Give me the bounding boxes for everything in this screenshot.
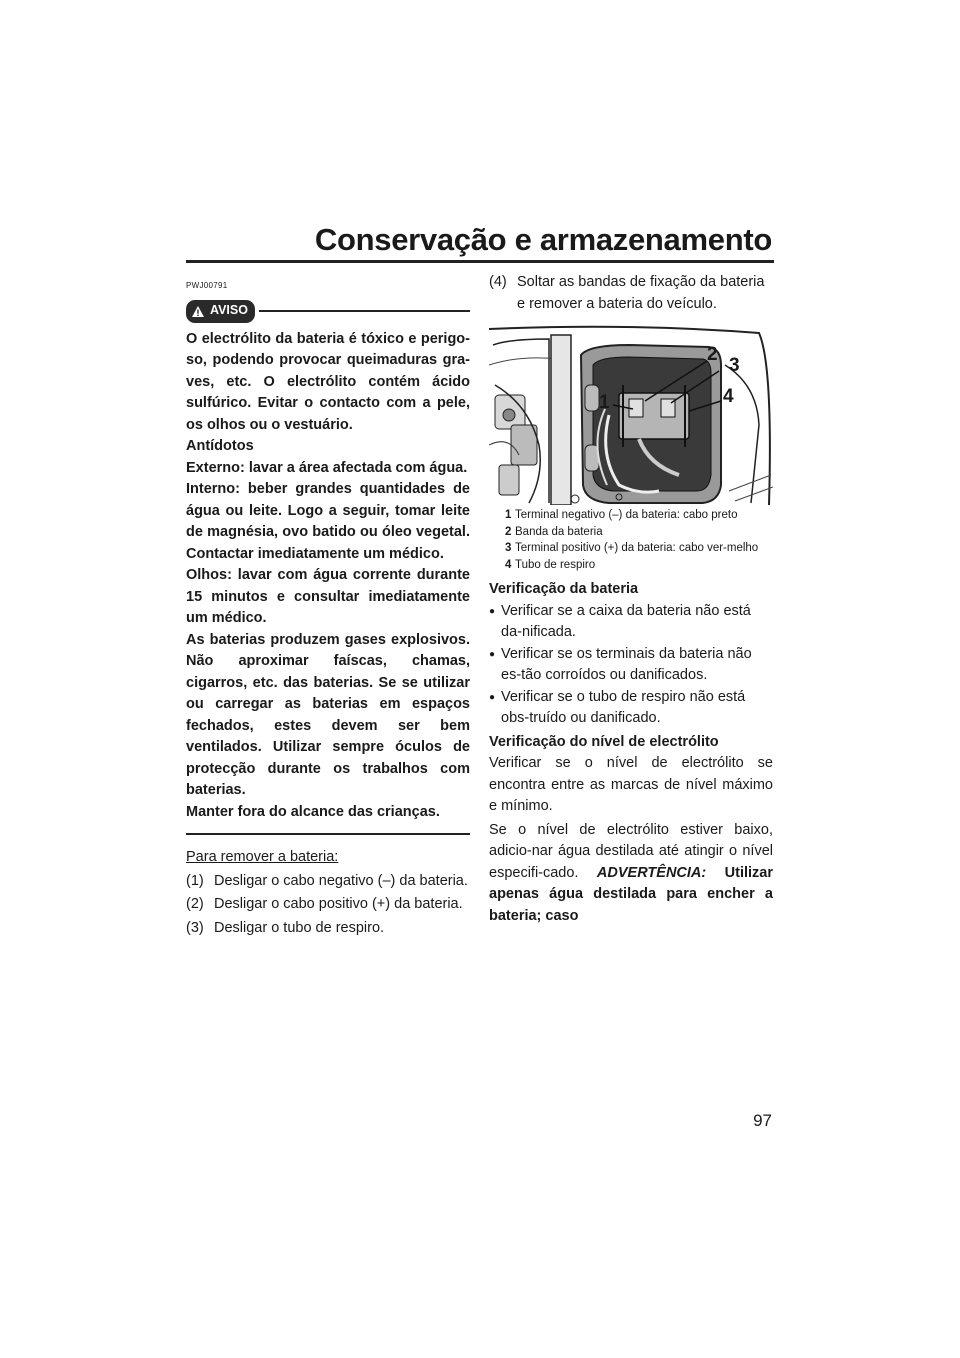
electrolyte-check-heading: Verificação do nível de electrólito: [489, 733, 719, 750]
caption-number: 2: [505, 525, 512, 538]
warning-end-rule: [186, 833, 470, 835]
bullet-item: [489, 687, 773, 730]
electrolyte-text: Se o nível de electrólito estiver baixo, adicio-nar água destilada até atingir o nível especifi-cado.: [489, 821, 773, 881]
step-number: (2): [186, 896, 204, 912]
removal-step: [186, 918, 470, 940]
bullet-icon: ●: [489, 605, 496, 617]
warning-paragraph: Externo: lavar a área afectada com água.: [186, 459, 468, 476]
figure-label-3: 3: [729, 355, 740, 376]
warning-paragraph: As baterias produzem gases explosivos. Não aproximar faíscas, chamas, cigarros, etc. das baterias. Se se utilizar ou carregar as baterias em espaços fechados, estes devem ser bem ventilados. Utilizar sempre óculos de protecção durante os trabalhos com baterias.: [186, 631, 470, 798]
caption-number: 3: [505, 542, 512, 554]
caption-text: Banda da bateria: [515, 525, 603, 538]
warning-body: [186, 329, 470, 824]
caption-number: 1: [505, 509, 512, 521]
advertencia-label: ADVERTÊNCIA:: [596, 864, 707, 881]
step-number: (1): [186, 872, 204, 889]
advertencia-text: Utilizar apenas água destilada para encher a bateria; caso: [489, 864, 774, 924]
caption-text: Tubo de respiro: [515, 558, 596, 571]
warning-header: [186, 300, 470, 323]
warning-code: PWJ00791: [186, 281, 228, 290]
caption-item: [489, 524, 773, 541]
step-text: Desligar o cabo negativo (–) da bateria.: [214, 872, 468, 889]
step-number: (4): [489, 274, 507, 290]
warning-badge: [186, 300, 255, 323]
caption-item: [489, 557, 773, 574]
battery-compartment-illustration: [489, 325, 773, 505]
warning-paragraph: O electrólito da bateria é tóxico e perigo-so, podendo provocar queimaduras gra-ves, etc. O electrólito contém ácido sulfúrico. Evitar o contacto com a pele, os olhos ou o vestuário.: [186, 330, 470, 433]
caption-item: [489, 540, 773, 557]
caption-item: [489, 507, 773, 524]
warning-paragraph: Antídotos: [186, 438, 254, 454]
page-number: 97: [753, 1111, 772, 1130]
step-text: Desligar o tubo de respiro.: [214, 919, 385, 936]
bullet-item: [489, 601, 773, 644]
removal-step: [489, 272, 773, 315]
bullet-text: Verificar se a caixa da bateria não está da-nificada.: [501, 602, 751, 640]
warning-rule: [259, 310, 470, 312]
electrolyte-paragraph: Verificar se o nível de electrólito se encontra entre as marcas de nível máximo e mínimo.: [489, 755, 773, 814]
bullet-icon: ●: [489, 691, 496, 703]
bullet-item: [489, 644, 773, 687]
figure-label-1: 1: [599, 392, 610, 413]
bullet-text: Verificar se o tubo de respiro não está obs-truído ou danificado.: [501, 688, 746, 726]
battery-check-heading: Verificação da bateria: [489, 581, 639, 597]
page-title: Conservação e armazenamento: [314, 222, 772, 257]
bullet-icon: ●: [489, 648, 496, 660]
title-rule: [186, 260, 774, 263]
left-column: [186, 272, 470, 939]
warning-paragraph: Olhos: lavar com água corrente durante 15 minutos e consultar imediatamente um médico.: [186, 567, 470, 626]
caption-number: 4: [505, 558, 512, 571]
removal-step: [186, 871, 470, 893]
figure-label-2: 2: [707, 344, 718, 365]
warning-paragraph: Interno: beber grandes quantidades de água ou leite. Logo a seguir, tomar leite de magnésia, ovo batido ou óleo vegetal. Contactar imediatamente um médico.: [186, 481, 470, 562]
bullet-text: Verificar se os terminais da bateria não es-tão corroídos ou danificados.: [501, 645, 752, 683]
electrolyte-paragraph: [489, 820, 773, 928]
removal-step: [186, 894, 470, 916]
battery-figure: [489, 325, 773, 505]
step-number: (3): [186, 919, 204, 936]
warning-triangle-icon: [191, 305, 205, 318]
step-text: Desligar o cabo positivo (+) da bateria.: [214, 896, 463, 912]
removal-heading: Para remover a bateria:: [186, 849, 339, 865]
warning-badge-label: AVISO: [210, 303, 248, 318]
step-text: Soltar as bandas de fixação da bateria e remover a bateria do veículo.: [517, 274, 765, 312]
caption-text: Terminal positivo (+) da bateria: cabo ver-melho: [515, 542, 759, 554]
figure-label-4: 4: [723, 386, 734, 407]
warning-paragraph: Manter fora do alcance das crianças.: [186, 803, 440, 820]
caption-text: Terminal negativo (–) da bateria: cabo preto: [515, 509, 738, 521]
figure-captions: [489, 507, 773, 573]
right-column: [489, 272, 773, 927]
